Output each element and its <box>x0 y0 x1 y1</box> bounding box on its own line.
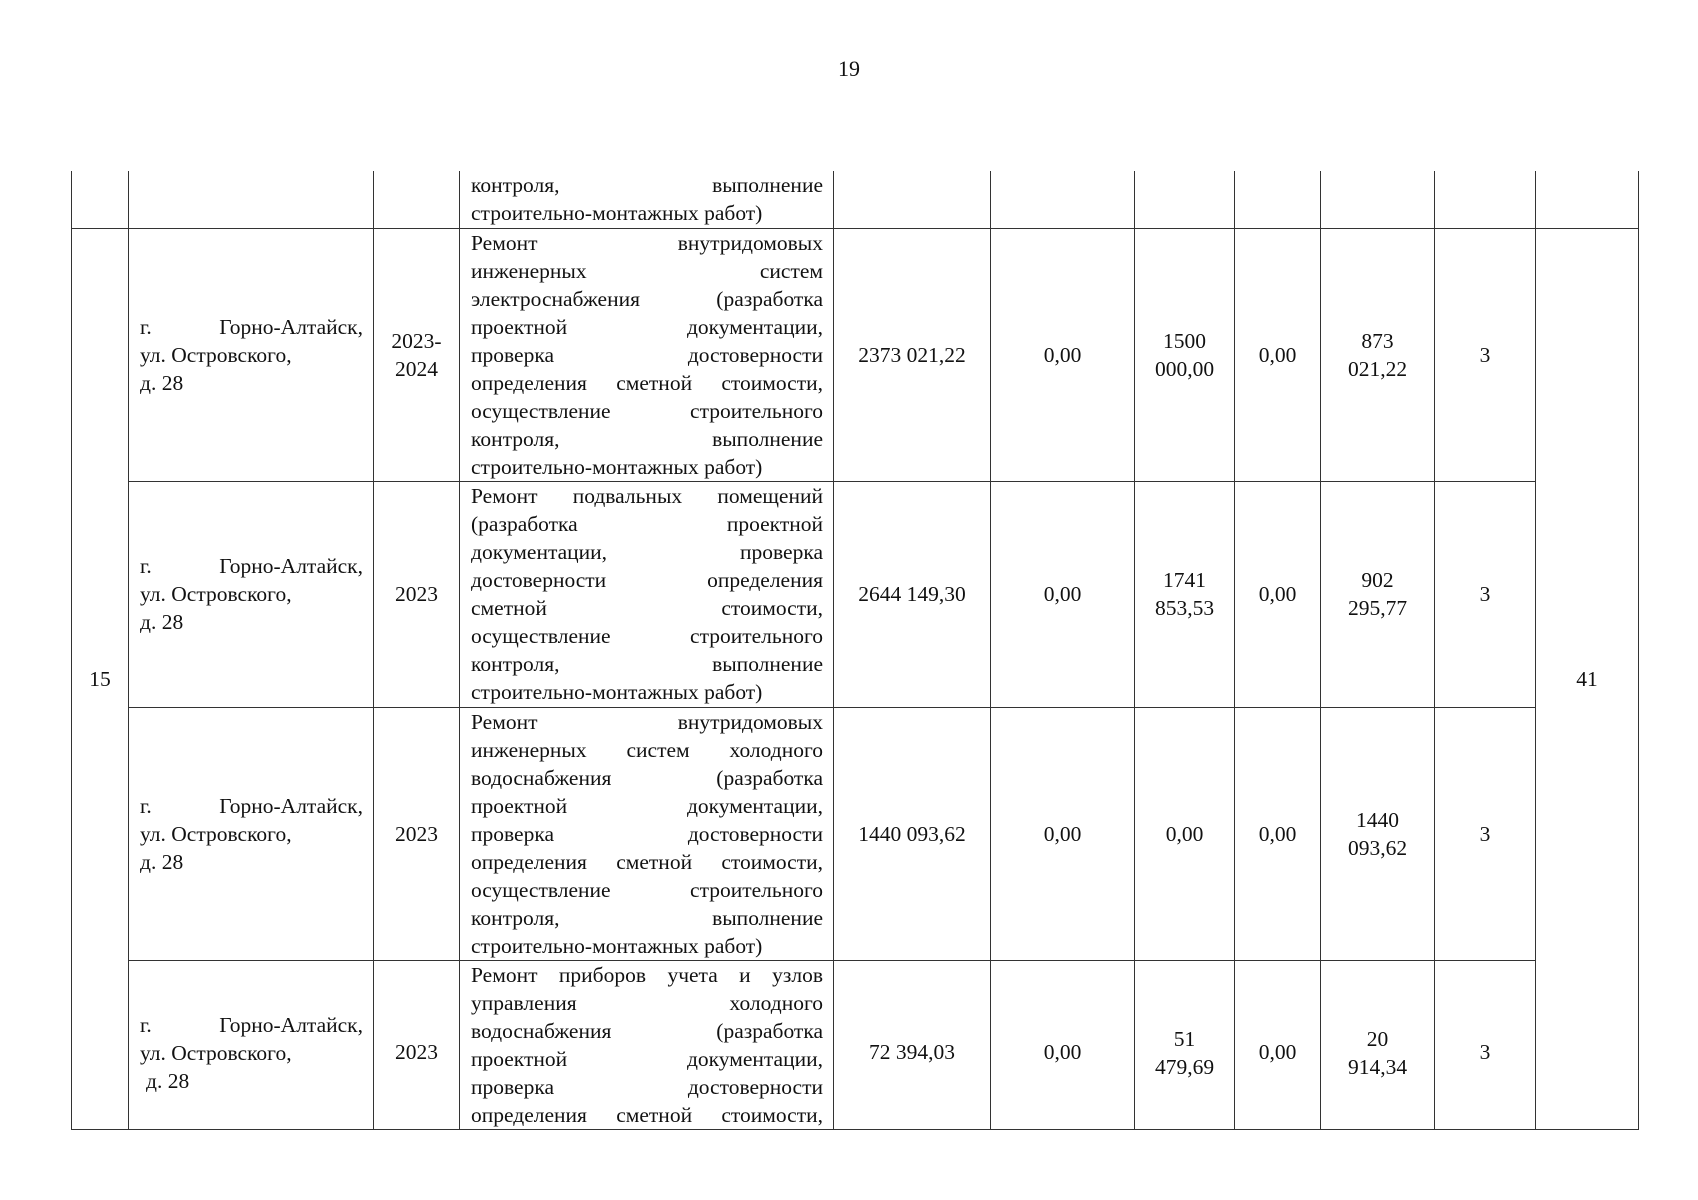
address-line: г. Горно-Алтайск, <box>140 1012 363 1037</box>
cell-group-total: 41 <box>1536 228 1639 1129</box>
cell-fund-c: 0,00 <box>1235 707 1321 960</box>
cell-total-cost: 1440 093,62 <box>834 707 991 960</box>
description-line: проверка достоверности <box>471 1074 823 1099</box>
description-line: достоверности определения <box>471 568 823 592</box>
cell-number <box>72 171 129 228</box>
cell-years <box>374 707 460 960</box>
description-line: инженерных систем <box>471 258 823 283</box>
cell-fund-b <box>1135 171 1235 228</box>
description-line: строительно-монтажных работ) <box>471 454 763 479</box>
value-line: 295,77 <box>1347 596 1408 620</box>
cell-address <box>129 171 374 228</box>
description-line: Ремонт приборов учета и узлов <box>471 962 823 987</box>
description-line: контроля, выполнение <box>471 652 823 676</box>
value-line: 1440 <box>1356 807 1399 832</box>
cell-description <box>460 481 834 707</box>
page-number: 19 <box>838 56 860 81</box>
cell-address <box>129 960 374 1129</box>
years-line: 2023 <box>395 821 438 846</box>
cell-fund-a: 0,00 <box>991 228 1135 481</box>
value-line: 873 <box>1361 328 1394 353</box>
cell-stage <box>1435 171 1536 228</box>
address-line: г. Горно-Алтайск, <box>140 793 363 818</box>
value-line: 021,22 <box>1347 356 1408 381</box>
description-line: определения сметной стоимости, <box>471 849 823 874</box>
cell-fund-d <box>1321 228 1435 481</box>
description-line: электроснабжения (разработка <box>471 286 823 311</box>
address-line: ул. Островского, <box>140 582 292 606</box>
cell-total-cost: 2644 149,30 <box>834 481 991 707</box>
description-line: контроля, выполнение <box>471 173 823 198</box>
value-line: 093,62 <box>1347 835 1408 860</box>
description-line: строительно-монтажных работ) <box>471 680 763 704</box>
description-line: осуществление строительного <box>471 877 823 902</box>
cell-fund-a <box>991 171 1135 228</box>
cell-fund-c: 0,00 <box>1235 481 1321 707</box>
years-line: 2024 <box>395 356 438 381</box>
cell-stage: 3 <box>1435 481 1536 707</box>
cell-stage: 3 <box>1435 228 1536 481</box>
table-row-continued <box>72 171 1639 228</box>
cell-total-cost: 72 394,03 <box>834 960 991 1129</box>
value-line: 1741 <box>1163 568 1206 592</box>
years-line: 2023 <box>395 1039 438 1064</box>
cell-address <box>129 228 374 481</box>
cell-fund-b <box>1135 481 1235 707</box>
cell-group-number: 15 <box>72 228 129 1129</box>
cell-fund-d <box>1321 960 1435 1129</box>
description-line: проектной документации, <box>471 793 823 818</box>
value-line: 20 <box>1366 1026 1389 1051</box>
description-line: осуществление строительного <box>471 398 823 423</box>
description-line: Ремонт внутридомовых <box>471 230 823 255</box>
table-row <box>72 707 1639 960</box>
cell-years <box>374 228 460 481</box>
description-line: проектной документации, <box>471 1046 823 1071</box>
cell-description <box>460 707 834 960</box>
description-line: определения сметной стоимости, <box>471 370 823 395</box>
cell-years <box>374 481 460 707</box>
description-line: управления холодного <box>471 990 823 1015</box>
cell-stage: 3 <box>1435 960 1536 1129</box>
cell-total <box>1536 171 1639 228</box>
address-line: ул. Островского, <box>140 821 292 846</box>
cell-fund-d <box>1321 707 1435 960</box>
cell-fund-a: 0,00 <box>991 960 1135 1129</box>
value-line: 51 <box>1173 1026 1196 1051</box>
cell-fund-b <box>1135 228 1235 481</box>
cell-total-cost: 2373 021,22 <box>834 228 991 481</box>
description-line: (разработка проектной <box>471 512 823 536</box>
value-line: 479,69 <box>1154 1054 1215 1079</box>
description-line: Ремонт внутридомовых <box>471 709 823 734</box>
address-line: д. 28 <box>140 370 184 395</box>
description-line: водоснабжения (разработка <box>471 765 823 790</box>
cell-description <box>460 960 834 1129</box>
cell-address <box>129 707 374 960</box>
description-line: осуществление строительного <box>471 624 823 648</box>
cell-description <box>460 171 834 228</box>
description-line: строительно-монтажных работ) <box>471 201 763 226</box>
cell-description <box>460 228 834 481</box>
table-row <box>72 228 1639 481</box>
years-line: 2023- <box>391 328 442 353</box>
description-line: определения сметной стоимости, <box>471 1102 823 1127</box>
cell-total-cost <box>834 171 991 228</box>
cell-fund-b <box>1135 960 1235 1129</box>
cell-years <box>374 171 460 228</box>
cell-fund-c <box>1235 171 1321 228</box>
cell-fund-d <box>1321 171 1435 228</box>
description-line: строительно-монтажных работ) <box>471 933 763 958</box>
description-line: проверка достоверности <box>471 342 823 367</box>
address-line: г. Горно-Алтайск, <box>140 314 363 339</box>
address-line: ул. Островского, <box>140 342 292 367</box>
address-line: д. 28 <box>140 849 184 874</box>
value-line: 0,00 <box>1165 821 1204 846</box>
table-row <box>72 960 1639 1129</box>
description-line: водоснабжения (разработка <box>471 1018 823 1043</box>
description-line: контроля, выполнение <box>471 905 823 930</box>
description-line: контроля, выполнение <box>471 426 823 451</box>
description-line: проектной документации, <box>471 314 823 339</box>
value-line: 902 <box>1361 568 1394 592</box>
years-line: 2023 <box>395 582 438 606</box>
address-line: д. 28 <box>146 1068 190 1093</box>
description-line: документации, проверка <box>471 540 823 564</box>
address-line: ул. Островского, <box>140 1040 292 1065</box>
address-line: д. 28 <box>140 610 184 634</box>
cell-fund-a: 0,00 <box>991 707 1135 960</box>
value-line: 000,00 <box>1154 356 1215 381</box>
description-line: инженерных систем холодного <box>471 737 823 762</box>
cell-address <box>129 481 374 707</box>
table-row <box>72 481 1639 707</box>
cell-fund-a: 0,00 <box>991 481 1135 707</box>
cell-fund-d <box>1321 481 1435 707</box>
cell-stage: 3 <box>1435 707 1536 960</box>
address-line: г. Горно-Алтайск, <box>140 554 363 578</box>
value-line: 914,34 <box>1347 1054 1408 1079</box>
value-line: 1500 <box>1163 328 1206 353</box>
works-table <box>71 171 1639 1130</box>
description-line: сметной стоимости, <box>471 596 823 620</box>
value-line: 853,53 <box>1154 596 1215 620</box>
cell-fund-c: 0,00 <box>1235 228 1321 481</box>
description-line: Ремонт подвальных помещений <box>471 484 823 508</box>
cell-fund-b <box>1135 707 1235 960</box>
cell-years <box>374 960 460 1129</box>
cell-fund-c: 0,00 <box>1235 960 1321 1129</box>
description-line: проверка достоверности <box>471 821 823 846</box>
